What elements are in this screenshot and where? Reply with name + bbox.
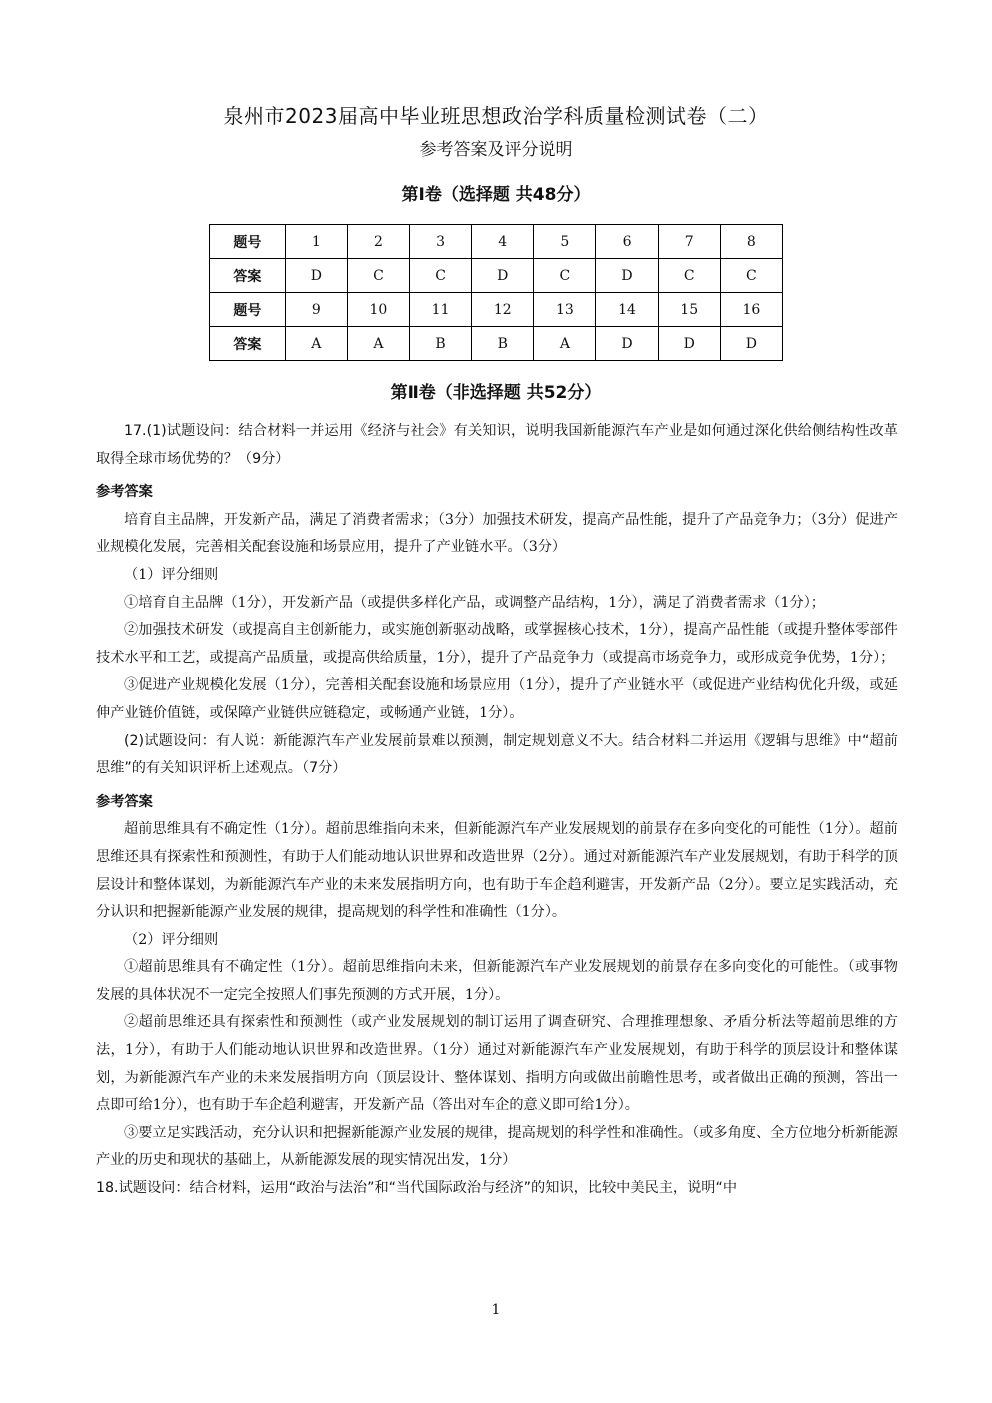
q17-1-rubric-label: （1）评分细则: [124, 566, 219, 583]
q17-1-answer: 培育自主品牌，开发新产品，满足了消费者需求；（3分）加强技术研发，提高产品性能，提升了产品竞争力；（3分）促进产业规模化发展，完善相关配套设施和场景应用，提升了产业链水平。（3分）: [96, 511, 898, 556]
q17-2-answer: 超前思维具有不确定性（1分）。超前思维指向未来，但新能源汽车产业发展规划的前景存在多向变化的可能性（1分）。超前思维还具有探索性和预测性，有助于人们能动地认识世界和改造世界（2分）。通过对新能源汽车产业发展规划，有助于科学的顶层设计和整体谋划，为新能源汽车产业的未来发展指明方向，也有助于车企趋利避害，开发新产品（2分）。要立足实践活动，充分认识和把握新能源产业发展的规律，提高规划的科学性和准确性（1分）。: [96, 821, 898, 921]
table-row: [210, 293, 783, 327]
q17-2-answer-label: 参考答案: [96, 793, 153, 810]
table-row: [210, 327, 783, 361]
q17-1-rubric-item: ③促进产业规模化发展（1分），完善相关配套设施和场景应用（1分），提升了产业链水平（或促进产业结构优化升级，或延伸产业链价值链，或保障产业链供应链稳定，或畅通产业链，1分）。: [96, 677, 898, 721]
table-cell: 12: [472, 293, 534, 327]
row-label-question: 题号: [210, 225, 286, 259]
table-cell: 5: [534, 225, 596, 259]
answer-table: [209, 224, 783, 361]
table-cell: 2: [347, 225, 409, 259]
q17-2-rubric-item: ①超前思维具有不确定性（1分）。超前思维指向未来，但新能源汽车产业发展规划的前景存在多向变化的可能性。（或事物发展的具体状况不一定完全按照人们事先预测的方式开展，1分）。: [96, 959, 898, 1003]
page-subtitle: 参考答案及评分说明: [419, 140, 573, 160]
table-cell: C: [410, 259, 472, 293]
table-cell: B: [410, 327, 472, 361]
table-cell: 8: [720, 225, 782, 259]
table-row: [210, 259, 783, 293]
q17-2-question: (2)试题设问：有人说：新能源汽车产业发展前景难以预测，制定规划意义不大。结合材料二并运用《逻辑与思维》中“超前思维”的有关知识评析上述观点。（7分）: [96, 732, 898, 777]
table-cell: 7: [658, 225, 720, 259]
table-cell: D: [472, 259, 534, 293]
table-cell: 1: [285, 225, 347, 259]
part1-heading: 第Ⅰ卷（选择题 共48分）: [401, 185, 591, 205]
table-cell: C: [347, 259, 409, 293]
page-number: 1: [491, 1302, 501, 1318]
row-label-question: 题号: [210, 293, 286, 327]
table-cell: 13: [534, 293, 596, 327]
table-cell: 4: [472, 225, 534, 259]
row-label-answer: 答案: [210, 259, 286, 293]
table-cell: C: [720, 259, 782, 293]
table-cell: 11: [410, 293, 472, 327]
part2-heading: 第Ⅱ卷（非选择题 共52分）: [390, 383, 602, 403]
table-row: [210, 225, 783, 259]
q17-1-rubric-item: ②加强技术研发（或提高自主创新能力，或实施创新驱动战略，或掌握核心技术，1分），提高产品性能（或提升整体零部件技术水平和工艺，或提高产品质量，或提高供给质量，1分），提升了产品竞争力（或提高市场竞争力，或形成竞争优势，1分）；: [96, 622, 898, 666]
table-cell: D: [285, 259, 347, 293]
table-cell: 3: [410, 225, 472, 259]
table-cell: D: [658, 327, 720, 361]
q17-1-answer-label: 参考答案: [96, 484, 153, 501]
table-cell: A: [347, 327, 409, 361]
q17-2-rubric-item: ②超前思维还具有探索性和预测性（或产业发展规划的制订运用了调查研究、合理推理想象、矛盾分析法等超前思维的方法，1分），有助于人们能动地认识世界和改造世界。（1分）通过对新能源汽车产业发展规划，有助于科学的顶层设计和整体谋划，为新能源汽车产业的未来发展指明方向（顶层设计、整体谋划、指明方向或做出前瞻性思考，或者做出正确的预测，答出一点即可给1分），也有助于车企趋利避害，开发新产品（答出对车企的意义即可给1分）。: [96, 1014, 898, 1114]
table-cell: 6: [596, 225, 658, 259]
table-cell: 16: [720, 293, 782, 327]
table-cell: C: [534, 259, 596, 293]
table-cell: D: [596, 259, 658, 293]
q17-1-question: 17.(1)试题设问：结合材料一并运用《经济与社会》有关知识，说明我国新能源汽车产业是如何通过深化供给侧结构性改革取得全球市场优势的？（9分）: [96, 423, 898, 467]
table-cell: D: [596, 327, 658, 361]
answer-body: [96, 418, 898, 1203]
row-label-answer: 答案: [210, 327, 286, 361]
q17-2-rubric-item: ③要立足实践活动，充分认识和把握新能源产业发展的规律，提高规划的科学性和准确性。（或多角度、全方位地分析新能源产业的历史和现状的基础上，从新能源发展的现实情况出发，1分）: [96, 1124, 898, 1169]
q18-question: 18.试题设问：结合材料，运用“政治与法治”和“当代国际政治与经济”的知识，比较中美民主，说明“中: [96, 1180, 738, 1197]
table-cell: 9: [285, 293, 347, 327]
table-cell: A: [534, 327, 596, 361]
q17-2-rubric-label: （2）评分细则: [124, 931, 219, 948]
page-title: 泉州市2023届高中毕业班思想政治学科质量检测试卷（二）: [223, 104, 769, 128]
table-cell: 14: [596, 293, 658, 327]
table-cell: A: [285, 327, 347, 361]
table-cell: 15: [658, 293, 720, 327]
table-cell: D: [720, 327, 782, 361]
table-cell: B: [472, 327, 534, 361]
table-cell: 10: [347, 293, 409, 327]
table-cell: C: [658, 259, 720, 293]
q17-1-rubric-item: ①培育自主品牌（1分），开发新产品（或提供多样化产品，或调整产品结构，1分），满足了消费者需求（1分）；: [124, 594, 825, 611]
